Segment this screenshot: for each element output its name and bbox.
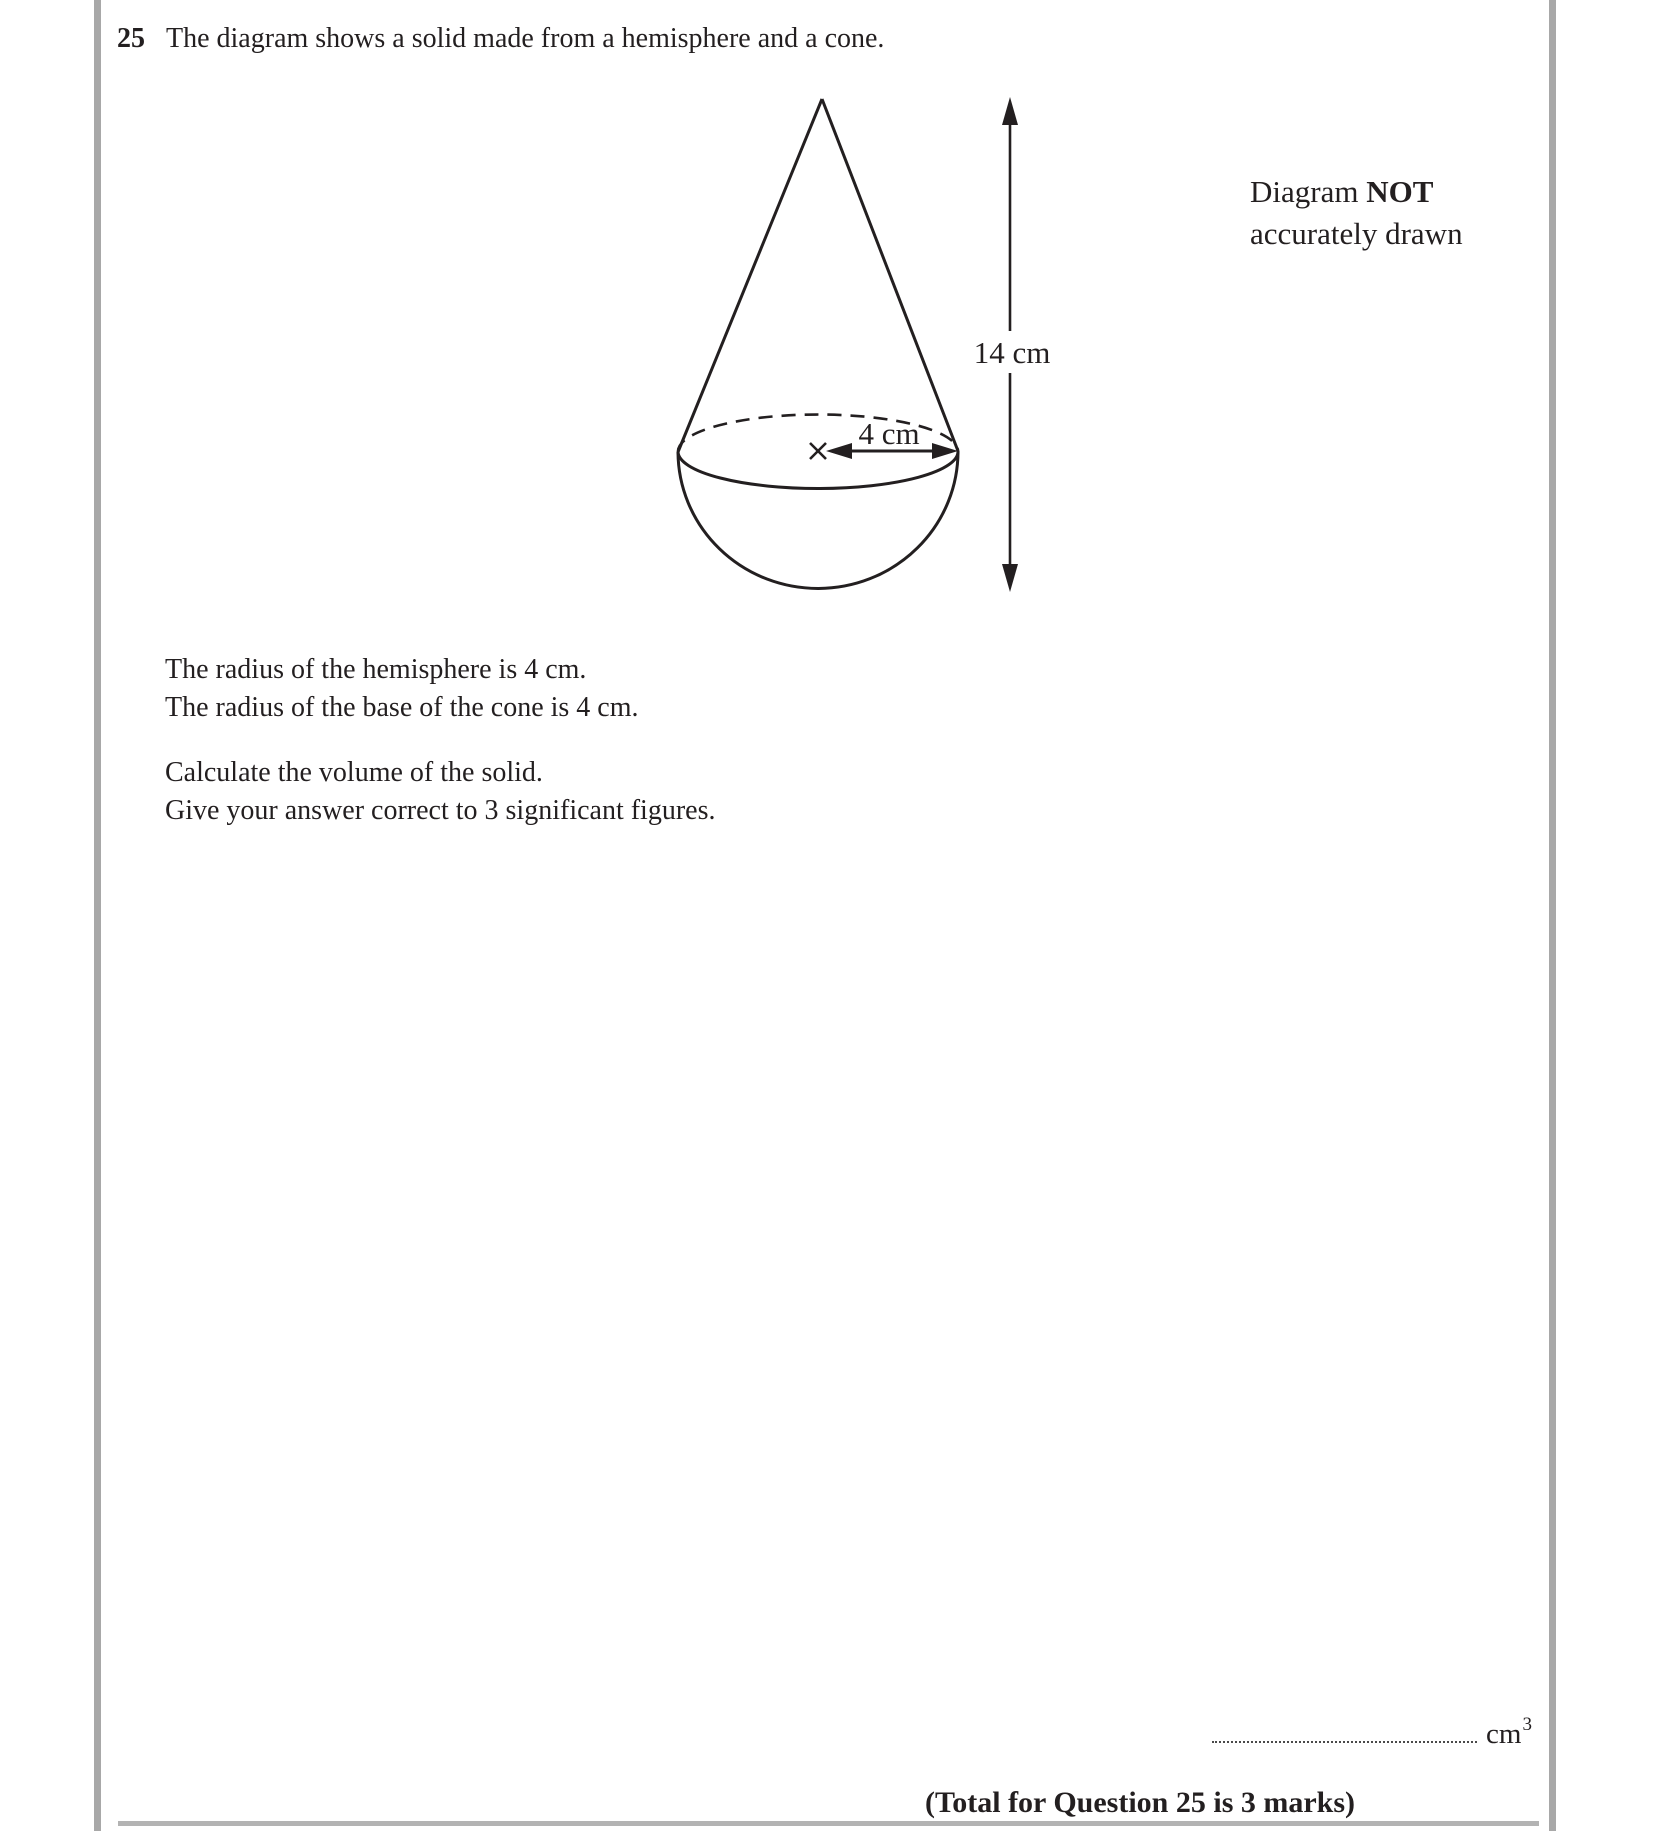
cone-right-edge xyxy=(822,99,958,451)
question-number: 25 xyxy=(117,23,145,54)
radius-arrow-left-head xyxy=(826,443,852,459)
height-label: 14 cm xyxy=(973,335,1051,370)
question-header xyxy=(117,20,884,57)
radius-arrow-right-head xyxy=(932,443,958,459)
radius-label: 4 cm xyxy=(858,416,920,451)
answer-row xyxy=(1212,1711,1532,1751)
diagram-note-line-1: Diagram NOT xyxy=(1250,174,1434,209)
statement-line: The radius of the base of the cone is 4 cm. xyxy=(165,692,639,723)
cone-left-edge xyxy=(678,99,822,452)
right-margin-rule xyxy=(1549,0,1556,1831)
hemisphere-rim-front xyxy=(678,451,958,488)
center-cross-mark xyxy=(810,443,826,459)
height-arrow-bottom xyxy=(1002,564,1018,592)
instruction-line: Give your answer correct to 3 significant figures. xyxy=(165,795,716,826)
height-arrow-top xyxy=(1002,97,1018,125)
instruction-line: Calculate the volume of the solid. xyxy=(165,757,543,788)
left-margin-rule xyxy=(94,0,101,1831)
hemisphere-outline xyxy=(678,451,958,588)
solid-diagram xyxy=(580,70,1100,610)
answer-unit: $cm^3$ xyxy=(1486,1714,1532,1750)
answer-unit-exponent: 3 xyxy=(1522,1714,1532,1735)
statement-line: The radius of the hemisphere is 4 cm. xyxy=(165,654,587,685)
total-marks-line: (Total for Question 25 is 3 marks) xyxy=(925,1786,1356,1819)
diagram-note xyxy=(1250,171,1463,255)
solid-diagram-svg xyxy=(580,70,1100,610)
question-text: The diagram shows a solid made from a hemisphere and a cone. xyxy=(166,23,885,54)
footer-rule xyxy=(118,1821,1539,1826)
answer-dotted-line xyxy=(1212,1711,1477,1743)
diagram-note-line-2: accurately drawn xyxy=(1250,216,1463,251)
